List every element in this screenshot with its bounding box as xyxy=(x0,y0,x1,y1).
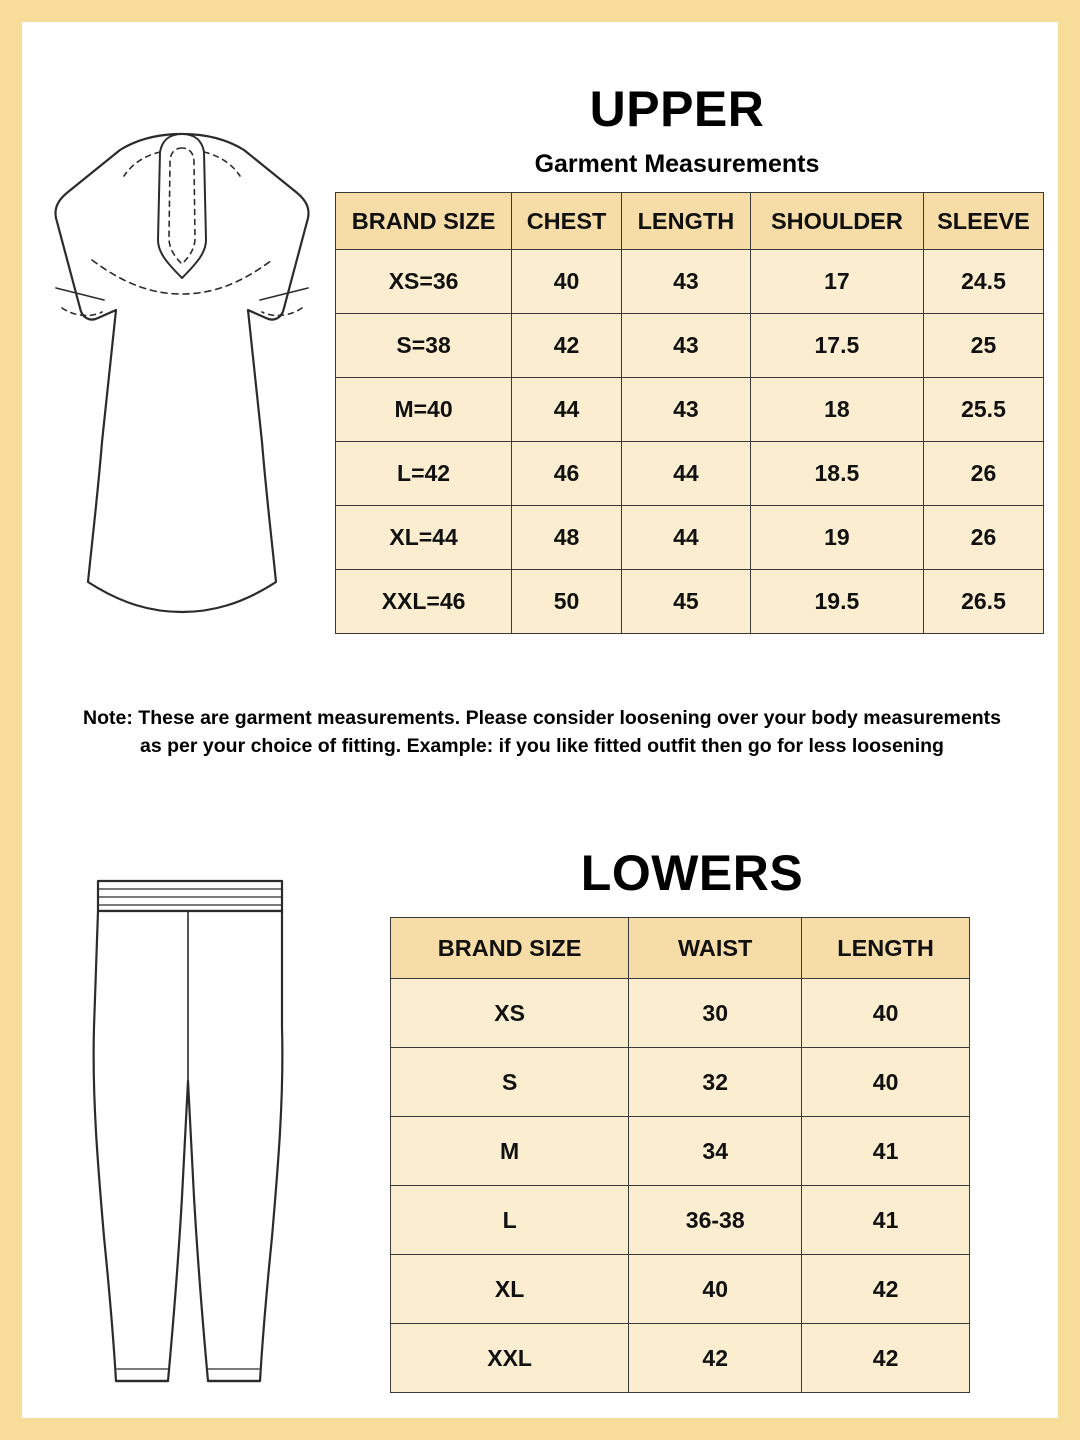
upper-section xyxy=(22,22,1058,762)
column-header-sleeve: SLEEVE xyxy=(923,193,1043,250)
column-header-chest: CHEST xyxy=(512,193,622,250)
cell-brand-size: L xyxy=(391,1186,629,1255)
cell-length: 43 xyxy=(621,314,750,378)
cell-chest: 40 xyxy=(512,250,622,314)
cell-brand-size: L=42 xyxy=(336,442,512,506)
upper-measurements-table xyxy=(335,192,1044,634)
table-row xyxy=(336,570,1044,634)
column-header-length: LENGTH xyxy=(621,193,750,250)
kurta-line-drawing-icon xyxy=(32,112,332,642)
pyjama-line-drawing-icon xyxy=(60,867,320,1407)
cell-sleeve: 25 xyxy=(923,314,1043,378)
table-row xyxy=(391,979,970,1048)
cell-shoulder: 18.5 xyxy=(750,442,923,506)
cell-sleeve: 26 xyxy=(923,442,1043,506)
cell-brand-size: XXL xyxy=(391,1324,629,1393)
cell-chest: 46 xyxy=(512,442,622,506)
note-line-1: Note: These are garment measurements. Please consider loosening over your body measurements xyxy=(83,707,1001,729)
cell-brand-size: XS xyxy=(391,979,629,1048)
table-row xyxy=(336,442,1044,506)
cell-chest: 42 xyxy=(512,314,622,378)
cell-brand-size: XL=44 xyxy=(336,506,512,570)
cell-sleeve: 26.5 xyxy=(923,570,1043,634)
cell-brand-size: S xyxy=(391,1048,629,1117)
cell-waist: 36-38 xyxy=(629,1186,802,1255)
table-header-row xyxy=(391,918,970,979)
cell-length: 44 xyxy=(621,506,750,570)
cell-brand-size: XS=36 xyxy=(336,250,512,314)
cell-length: 43 xyxy=(621,250,750,314)
upper-title: UPPER xyxy=(589,81,765,137)
cell-waist: 30 xyxy=(629,979,802,1048)
cell-length: 40 xyxy=(802,979,970,1048)
cell-shoulder: 19 xyxy=(750,506,923,570)
table-row xyxy=(391,1324,970,1393)
cell-shoulder: 17.5 xyxy=(750,314,923,378)
cell-sleeve: 25.5 xyxy=(923,378,1043,442)
cell-waist: 32 xyxy=(629,1048,802,1117)
measurement-note xyxy=(82,704,1002,761)
table-header-row xyxy=(336,193,1044,250)
cell-waist: 34 xyxy=(629,1117,802,1186)
cell-sleeve: 24.5 xyxy=(923,250,1043,314)
cell-length: 45 xyxy=(621,570,750,634)
note-line-2: as per your choice of fitting. Example: if you like fitted outfit then go for less loosening xyxy=(140,735,944,758)
table-row xyxy=(391,1048,970,1117)
lowers-title: LOWERS xyxy=(580,845,804,901)
cell-length: 42 xyxy=(802,1324,970,1393)
cell-brand-size: S=38 xyxy=(336,314,512,378)
column-header-waist: WAIST xyxy=(629,918,802,979)
lowers-measurements-table xyxy=(390,917,970,1393)
cell-brand-size: M=40 xyxy=(336,378,512,442)
cell-length: 41 xyxy=(802,1117,970,1186)
table-row xyxy=(391,1186,970,1255)
cell-waist: 42 xyxy=(629,1324,802,1393)
cell-chest: 44 xyxy=(512,378,622,442)
cell-length: 40 xyxy=(802,1048,970,1117)
size-chart-page xyxy=(22,22,1058,1418)
cell-sleeve: 26 xyxy=(923,506,1043,570)
cell-waist: 40 xyxy=(629,1255,802,1324)
upper-subtitle: Garment Measurements xyxy=(534,150,820,178)
cell-shoulder: 18 xyxy=(750,378,923,442)
cell-brand-size: M xyxy=(391,1117,629,1186)
column-header-length: LENGTH xyxy=(802,918,970,979)
column-header-brand-size: BRAND SIZE xyxy=(336,193,512,250)
cell-brand-size: XL xyxy=(391,1255,629,1324)
cell-shoulder: 17 xyxy=(750,250,923,314)
column-header-shoulder: SHOULDER xyxy=(750,193,923,250)
cell-length: 42 xyxy=(802,1255,970,1324)
table-row xyxy=(391,1255,970,1324)
table-row xyxy=(391,1117,970,1186)
table-row xyxy=(336,506,1044,570)
cell-chest: 48 xyxy=(512,506,622,570)
cell-length: 41 xyxy=(802,1186,970,1255)
cell-length: 44 xyxy=(621,442,750,506)
cell-shoulder: 19.5 xyxy=(750,570,923,634)
column-header-brand-size: BRAND SIZE xyxy=(391,918,629,979)
table-row xyxy=(336,250,1044,314)
cell-chest: 50 xyxy=(512,570,622,634)
cell-brand-size: XXL=46 xyxy=(336,570,512,634)
cell-length: 43 xyxy=(621,378,750,442)
table-row xyxy=(336,378,1044,442)
table-row xyxy=(336,314,1044,378)
